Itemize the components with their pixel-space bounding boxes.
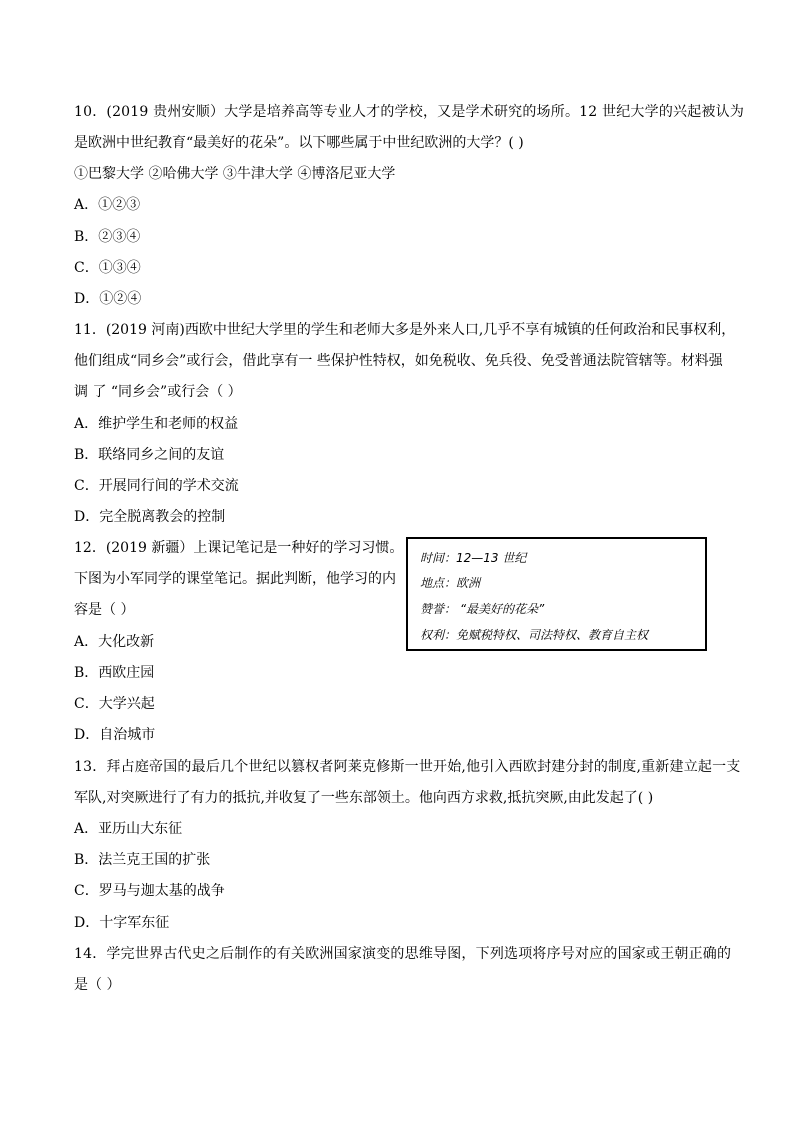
- q12-option-c: C．大学兴起: [74, 696, 155, 712]
- q13-stem: 13．拜占庭帝国的最后几个世纪以篡权者阿莱克修斯一世开始,他引入西欧封建分封的制度,重新建立起一支: [74, 759, 741, 775]
- q13-option-c: C．罗马与迦太基的战争: [74, 883, 225, 899]
- q11-stem-end: 调 了 “同乡会”或行会（ ）: [74, 384, 242, 400]
- q11-option-c: C．开展同行间的学术交流: [74, 478, 239, 494]
- q12-stem-cont: 下图为小军同学的课堂笔记。据此判断，他学习的内: [74, 571, 396, 587]
- q12-stem: 12．(2019 新疆）上课记笔记是一种好的学习习惯。: [74, 540, 404, 556]
- q14-stem: 14．学完世界古代史之后制作的有关欧洲国家演变的思维导图，下列选项将序号对应的国家或王朝正确的: [74, 946, 732, 962]
- q10-option-b: B．②③④: [74, 229, 141, 245]
- q10-option-d: D．①②④: [74, 291, 142, 307]
- note-rights: 权利：免赋税特权、司法特权、教育自主权: [420, 628, 649, 642]
- q10-stem-cont: 是欧洲中世纪教育“最美好的花朵”。以下哪些属于中世纪欧洲的大学？( ): [74, 135, 524, 151]
- q11-option-a: A．维护学生和老师的权益: [74, 416, 239, 432]
- q13-stem-cont: 军队,对突厥进行了有力的抵抗,并收复了一些东部领土。他向西方求救,抵抗突厥,由此发起了( ): [74, 790, 654, 806]
- q10-items: ①巴黎大学 ②哈佛大学 ③牛津大学 ④博洛尼亚大学: [74, 166, 396, 182]
- q13-option-d: D．十字军东征: [74, 915, 170, 931]
- q12-stem-end: 容是（ ）: [74, 602, 135, 618]
- q11-option-d: D．完全脱离教会的控制: [74, 509, 226, 525]
- class-notes-box: [406, 537, 707, 651]
- q13-option-b: B．法兰克王国的扩张: [74, 852, 211, 868]
- q14-stem-cont: 是（ ）: [74, 977, 121, 993]
- q13-option-a: A．亚历山大东征: [74, 821, 183, 837]
- q12-option-a: A．大化改新: [74, 634, 155, 650]
- q10-option-c: C．①③④: [74, 260, 141, 276]
- q10-option-a: A．①②③: [74, 197, 141, 213]
- q12-option-b: B．西欧庄园: [74, 665, 155, 681]
- q10-stem: 10．(2019 贵州安顺）大学是培养高等专业人才的学校，又是学术研究的场所。12 世纪大学的兴起被认为: [74, 104, 745, 120]
- note-place: 地点：欧洲: [420, 576, 481, 590]
- note-time: 时间：12—13 世纪: [420, 551, 527, 565]
- q11-stem: 11．(2019 河南)西欧中世纪大学里的学生和老师大多是外来人口,几乎不享有城镇的任何政治和民事权利，: [74, 322, 736, 338]
- note-praise: 赞誉： “最美好的花朵”: [420, 602, 545, 616]
- q11-option-b: B．联络同乡之间的友谊: [74, 447, 225, 463]
- q11-stem-cont: 他们组成“同乡会”或行会，借此享有一 些保护性特权，如免税收、免兵役、免受普通法院管辖等。材料强: [74, 353, 723, 369]
- q12-option-d: D．自治城市: [74, 727, 156, 743]
